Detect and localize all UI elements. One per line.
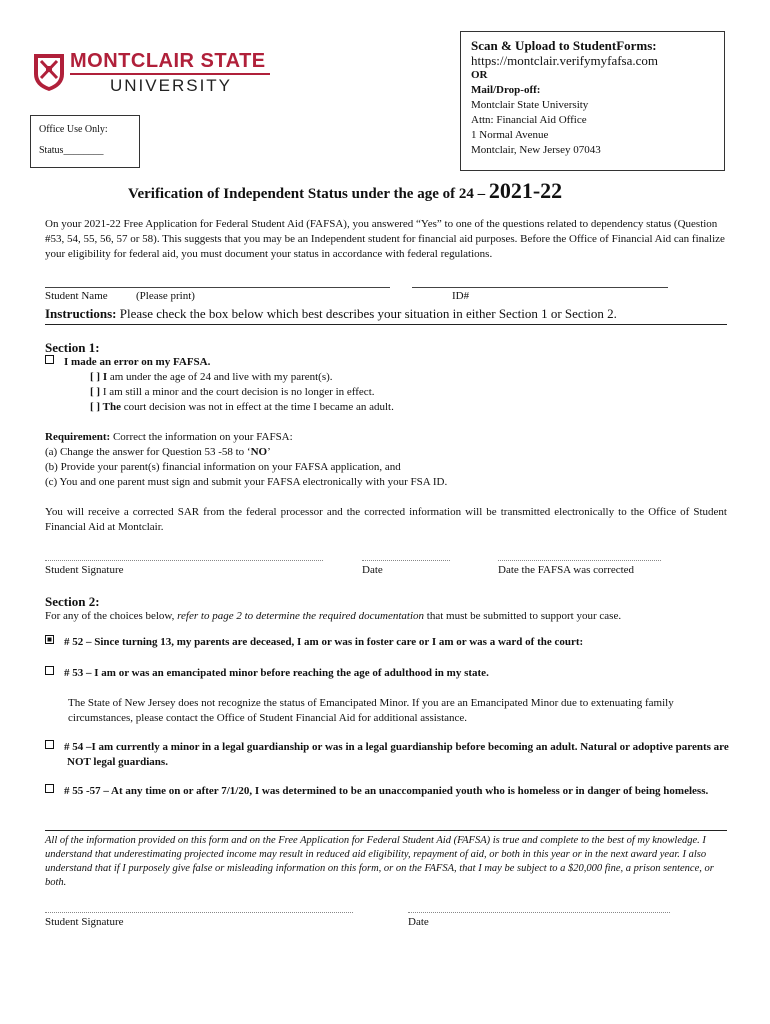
instructions-label: Instructions: <box>45 306 117 321</box>
section1-heading: Section 1: <box>45 340 100 355</box>
option-55-label: # 55 -57 – At any time on or after 7/1/20, I was determined to be an unaccompanied youth who is homeless or in danger of being homeless. <box>64 785 709 797</box>
date-corrected-line[interactable] <box>498 560 661 561</box>
university-seal-icon <box>32 52 66 92</box>
intro-pre: For any of the choices below, <box>45 610 178 622</box>
requirement-c: (c) You and one parent must sign and submit your FAFSA electronically with your FSA ID. <box>45 476 448 488</box>
option-52[interactable] <box>45 635 727 650</box>
option-54-label: # 54 –I am currently a minor in a legal guardianship or was in a legal guardianship before becoming an adult. Natural or adoptive parents are NOT legal guardians. <box>64 741 729 768</box>
instructions <box>45 306 727 325</box>
checkbox[interactable] <box>45 666 54 675</box>
section2-intro <box>45 609 727 624</box>
title-year: 2021-22 <box>488 178 563 203</box>
section1-sub2[interactable] <box>90 385 690 400</box>
upload-url[interactable]: https://montclair.verifymyfafsa.com <box>471 53 659 68</box>
checkbox[interactable] <box>45 784 54 793</box>
date-label: Date <box>362 564 383 576</box>
section1-sub1[interactable] <box>90 370 690 385</box>
mail-label: Mail/Drop-off: <box>471 84 541 96</box>
id-label: ID# <box>452 290 470 302</box>
section1-sub3[interactable] <box>90 400 690 415</box>
checkbox[interactable] <box>45 355 54 364</box>
print-hint: (Please print) <box>136 290 195 302</box>
intro-paragraph: On your 2021-22 Free Application for Federal Student Aid (FAFSA), you answered “Yes” to one of the questions related to dependency status (Question #53, 54, 55, 56, 57 or 58). This suggests that you may be an Independent student for financial aid purposes. Before the Office of Financial Aid can finalize your eligibility for federal aid, you must document your status in accordance with federal regulations. <box>45 218 725 260</box>
sub-text: court decision was not in effect at the time I became an adult. <box>120 401 394 413</box>
signature-label: Student Signature <box>45 564 124 576</box>
logo-subtitle: UNIVERSITY <box>110 76 233 95</box>
address-line: Montclair State University <box>471 99 589 111</box>
address-line: Attn: Financial Aid Office <box>471 114 587 126</box>
sub-text: I am still a minor and the court decision is no longer in effect. <box>100 386 375 398</box>
intro-post: that must be submitted to support your case. <box>424 610 622 622</box>
sub-checkbox[interactable]: [ ] <box>90 386 101 398</box>
divider <box>45 830 727 831</box>
or-label: OR <box>471 69 488 81</box>
sub-checkbox[interactable]: [ ] I <box>90 371 108 383</box>
office-use-label: Office Use Only: <box>39 124 108 135</box>
section1-option[interactable] <box>45 355 727 370</box>
checkbox[interactable] <box>45 635 54 644</box>
final-signature-label: Student Signature <box>45 916 124 928</box>
submission-info-box <box>460 31 725 171</box>
office-use-box <box>30 115 140 168</box>
address-line: 1 Normal Avenue <box>471 129 549 141</box>
logo-rule <box>70 73 270 75</box>
option-53-label: # 53 – I am or was an emancipated minor before reaching the age of adulthood in my state. <box>64 667 489 679</box>
final-date-line[interactable] <box>408 912 670 913</box>
final-date-label: Date <box>408 916 429 928</box>
scan-upload-title: Scan & Upload to StudentForms: <box>471 38 657 53</box>
address-line: Montclair, New Jersey 07043 <box>471 144 601 156</box>
page-title <box>128 178 562 204</box>
student-name-line[interactable] <box>45 287 390 288</box>
option-54[interactable] <box>45 740 747 770</box>
nj-note: The State of New Jersey does not recognize the status of Emancipated Minor. If you are an Emancipated Minor due to extenuating family circumstances, please contact the Office of Student Financial Aid for additional assistance. <box>68 697 674 724</box>
req-a-text: (a) Change the answer for Question 53 -58 to ‘ <box>45 446 251 458</box>
certification-statement: All of the information provided on this form and on the Free Application for Federal Student Aid (FAFSA) is true and complete to the best of my knowledge. I understand that underestimating projected income may result in reduced aid eligibility, repayment of aid, or both in this year or in the next award year. I also understand that if I purposely give false or misleading information on this form, or on the FAFSA, that I may be subject to a $20,000 fine, a prison sentence, or both. <box>45 835 714 888</box>
requirement-a <box>45 445 727 460</box>
requirement-label: Requirement: <box>45 431 111 443</box>
student-name-label: Student Name <box>45 290 108 302</box>
id-line[interactable] <box>412 287 668 288</box>
requirement-b: (b) Provide your parent(s) financial information on your FAFSA application, and <box>45 461 401 473</box>
instructions-text: Please check the box below which best describes your situation in either Section 1 or Section 2. <box>116 306 617 321</box>
sub-checkbox[interactable]: [ ] The <box>90 401 121 413</box>
signature-line[interactable] <box>45 560 323 561</box>
sar-note: You will receive a corrected SAR from the federal processor and the corrected information will be transmitted electronically to the Office of Student Financial Aid at Montclair. <box>45 506 727 533</box>
logo-title: MONTCLAIR STATE <box>70 50 266 72</box>
req-a-no: NO <box>250 446 268 458</box>
section1-option-label: I made an error on my FAFSA. <box>64 356 211 368</box>
title-text: Verification of Independent Status under the age of 24 – <box>128 186 489 202</box>
intro-italic: refer to page 2 to determine the required documentation <box>177 610 425 622</box>
option-53[interactable] <box>45 666 727 681</box>
requirement-text: Correct the information on your FAFSA: <box>110 431 293 443</box>
final-signature-line[interactable] <box>45 912 353 913</box>
req-a-close: ’ <box>267 446 271 458</box>
option-52-label: # 52 – Since turning 13, my parents are deceased, I am or was in foster care or I am or was a ward of the court: <box>64 636 584 648</box>
section2-heading: Section 2: <box>45 594 100 609</box>
option-55[interactable] <box>45 784 747 799</box>
date-corrected-label: Date the FAFSA was corrected <box>498 564 635 576</box>
date-line[interactable] <box>362 560 450 561</box>
sub-text: am under the age of 24 and live with my parent(s). <box>107 371 333 383</box>
requirement <box>45 430 727 445</box>
status-field: Status________ <box>39 145 104 156</box>
checkbox[interactable] <box>45 740 54 749</box>
